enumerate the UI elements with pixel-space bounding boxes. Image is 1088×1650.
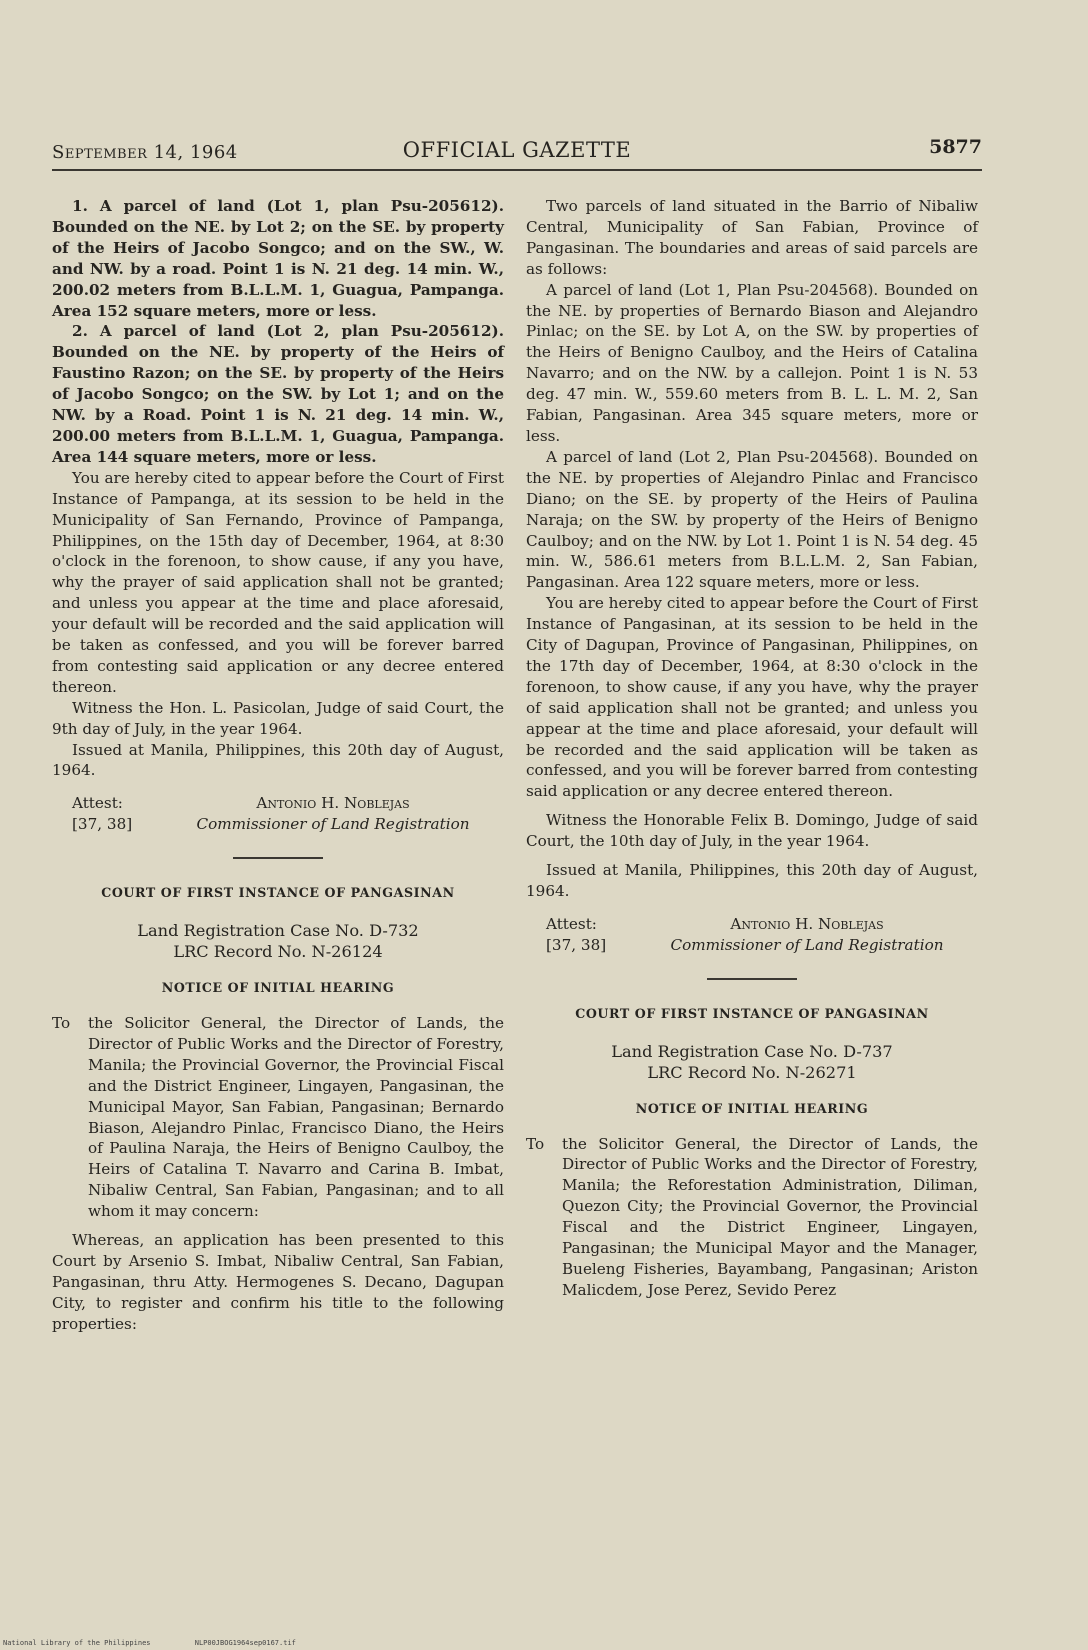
lot-2-paragraph: A parcel of land (Lot 2, Plan Psu-204568). Bounded on the NE. by properties of Alejandro Pinlac and Francisco Diano; on the SE. by property of the Heirs of Paulina Naraja; on the SW. by property of the Heirs of Benigno Caulboy; and on the NW. by Lot 1. Point 1 is N. 54 deg. 45 min. W., 586.61 meters from B.L.L.M. 2, San Fabian, Pangasinan. Area 122 square meters, more or less.: [526, 447, 978, 592]
left-column: [52, 196, 504, 1335]
publication-title: OFFICIAL GAZETTE: [402, 138, 632, 162]
header-rule: [52, 169, 982, 171]
scan-footer: [3, 1639, 336, 1647]
attest-ref: [37, 38]: [72, 815, 133, 834]
scan-filename: NLP00JBOG1964sep0167.tif: [194, 1639, 296, 1647]
attest-label: Attest:: [72, 794, 123, 813]
record-number: LRC Record No. N-26271: [647, 1062, 857, 1082]
parcels-intro-paragraph: Two parcels of land situated in the Barrio of Nibaliw Central, Municipality of San Fabian, Province of Pangasinan. The boundaries and areas of said parcels are as follows:: [526, 197, 978, 278]
addressees-block: [526, 1134, 978, 1301]
section-divider: [707, 978, 797, 980]
court-heading: COURT OF FIRST INSTANCE OF PANGASINAN: [101, 885, 455, 901]
attest-ref: [37, 38]: [546, 935, 607, 954]
attest-block: [72, 793, 504, 835]
parcel-2-paragraph: 2. A parcel of land (Lot 2, plan Psu-205612). Bounded on the NE. by property of the Heirs of Faustino Razon; on the SE. by property of the Heirs of Jacobo Songco; on the SW. by Lot 1; and on the NW. by a Road. Point 1 is N. 21 deg. 14 min. W., 200.00 meters from B.L.L.M. 1, Guagua, Pampanga. Area 144 square meters, more or less.: [52, 322, 504, 466]
witness-paragraph: Witness the Honorable Felix B. Domingo, Judge of said Court, the 10th day of July, in the year 1964.: [526, 811, 978, 851]
attest-label: Attest:: [546, 914, 597, 933]
attest-name: Antonio H. Noblejas: [730, 914, 884, 933]
witness-paragraph: Witness the Hon. L. Pasicolan, Judge of said Court, the 9th day of July, in the year 1964.: [52, 698, 504, 738]
attest-office: Commissioner of Land Registration: [196, 815, 470, 834]
case-number: Land Registration Case No. D-737: [611, 1041, 893, 1061]
citation-paragraph: You are hereby cited to appear before the Court of First Instance of Pangasinan, at its session to be held in the City of Dagupan, Province of Pangasinan, Philippines, on the 17th day of December, 1964, at 8:30 o'clock in the forenoon, to show cause, if any you have, why the prayer of said application shall not be granted; and unless you appear at the time and place aforesaid, your default will be recorded and the said application will be taken as confessed, and you will be forever barred from contesting said application or any decree entered thereon.: [526, 594, 978, 801]
attest-block: [546, 914, 978, 956]
record-number: LRC Record No. N-26124: [173, 942, 383, 962]
section-divider: [233, 857, 323, 859]
issue-date: September 14, 1964: [52, 142, 238, 163]
addressees-text: the Solicitor General, the Director of Lands, the Director of Public Works and the Director of Forestry, Manila; the Provincial Governor, the Provincial Fiscal and the District Engineer, Lingayen, Pangasinan, the Municipal Mayor, San Fabian, Pangasinan; Bernardo Biason, Alejandro Pinlac, Francisco Diano, the Heirs of Paulina Naraja, the Heirs of Benigno Caulboy, the Heirs of Catalina T. Navarro and Carina B. Imbat, Nibaliw Central, San Fabian, Pangasinan; and to all whom it may concern:: [88, 1014, 504, 1221]
notice-heading: NOTICE OF INITIAL HEARING: [161, 980, 395, 996]
to-label: To: [526, 1134, 545, 1153]
whereas-paragraph: Whereas, an application has been presented to this Court by Arsenio S. Imbat, Nibaliw Central, San Fabian, Pangasinan, thru Atty. Hermogenes S. Decano, Dagupan City, to register and confirm his title to the following properties:: [52, 1231, 504, 1333]
notice-heading: NOTICE OF INITIAL HEARING: [635, 1100, 869, 1116]
case-number: Land Registration Case No. D-732: [137, 921, 419, 941]
addressees-text: the Solicitor General, the Director of Lands, the Director of Public Works and the Director of Forestry, Manila; the Reforestation Administration, Diliman, Quezon City; the Provincial Governor, the Provincial Fiscal and the District Engineer, Lingayen, Pangasinan; the Municipal Mayor and the Manager, Bueleng Fisheries, Bayambang, Pangasinan; Ariston Malicdem, Jose Perez, Sevido Perez: [562, 1134, 978, 1299]
to-label: To: [52, 1014, 71, 1032]
court-heading: COURT OF FIRST INSTANCE OF PANGASINAN: [575, 1005, 929, 1021]
page-header: [52, 134, 982, 168]
citation-paragraph: You are hereby cited to appear before the Court of First Instance of Pampanga, at its session to be held in the Municipality of San Fernando, Province of Pampanga, Philippines, on the 15th day of December, 1964, at 8:30 o'clock in the forenoon, to show cause, if any you have, why the prayer of said application shall not be granted; and unless you appear at the time and place aforesaid, your default will be recorded and the said application will be taken as confessed, and you will be forever barred from contesting said application or any decree entered thereon.: [52, 468, 504, 696]
attest-office: Commissioner of Land Registration: [670, 935, 944, 954]
issued-paragraph: Issued at Manila, Philippines, this 20th day of August, 1964.: [526, 861, 978, 900]
right-column: [526, 196, 978, 1301]
library-credit: National Library of the Philippines: [3, 1639, 151, 1647]
attest-name: Antonio H. Noblejas: [256, 794, 410, 813]
parcel-1-paragraph: 1. A parcel of land (Lot 1, plan Psu-205612). Bounded on the NE. by Lot 2; on the SE. by property of the Heirs of Jacobo Songco; and on the SW., W. and NW. by a road. Point 1 is N. 21 deg. 14 min. W., 200.02 meters from B.L.L.M. 1, Guagua, Pampanga. Area 152 square meters, more or less.: [52, 197, 504, 320]
addressees-block: [52, 1013, 504, 1222]
page-number: 5877: [929, 136, 982, 158]
lot-1-paragraph: A parcel of land (Lot 1, Plan Psu-204568). Bounded on the NE. by properties of Bernardo Biason and Alejandro Pinlac; on the SE. by Lot A, on the SW. by properties of the Heirs of Benigno Caulboy, and the Heirs of Catalina Navarro; and on the NW. by a callejon. Point 1 is N. 53 deg. 47 min. W., 559.60 meters from B. L. L. M. 2, San Fabian, Pangasinan. Area 345 square meters, more or less.: [526, 280, 978, 445]
issued-paragraph: Issued at Manila, Philippines, this 20th day of August, 1964.: [52, 740, 504, 780]
